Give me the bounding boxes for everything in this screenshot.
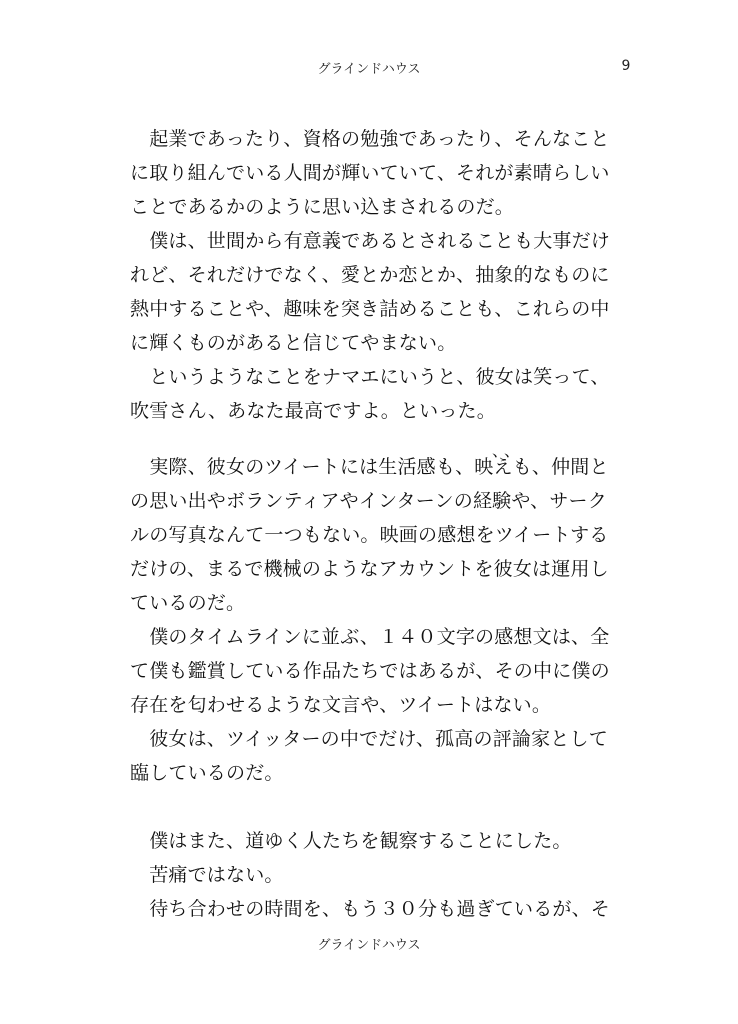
text-line: 僕のタイムラインに並ぶ、１４０文字の感想文は、全 xyxy=(130,626,610,648)
text-line: 彼女は、ツイッターの中でだけ、孤高の評論家として xyxy=(130,728,608,750)
text-line: 待ち合わせの時間を、もう３０分も過ぎているが、そ xyxy=(130,898,611,920)
text-line: 僕は、世間から有意義であるとされることも大事だけ xyxy=(130,230,611,252)
text-line: 存在を匂わせるような文言や、ツイートはない。 xyxy=(130,694,552,716)
running-header-title: グラインドハウス xyxy=(317,62,421,77)
text-line: に取り組んでいる人間が輝いていて、それが素晴らしい xyxy=(130,162,610,184)
text-line: ルの写真なんて一つもない。映画の感想をツイートする xyxy=(130,524,609,546)
text-line: だけの、まるで機械のようなアカウントを彼女は運用し xyxy=(130,558,609,580)
text-line: ているのだ。 xyxy=(130,592,246,614)
text-line: の思い出やボランティアやインターンの経験や、サーク xyxy=(130,490,607,512)
text-line: て僕も鑑賞している作品たちではあるが、その中に僕の xyxy=(130,660,610,682)
text-line: 臨しているのだ。 xyxy=(130,762,284,784)
text-line: 吹雪さん、あなた最高ですよ。といった。 xyxy=(130,400,496,422)
emphasis-marks: 、、 xyxy=(492,441,525,460)
text-line: 苦痛ではない。 xyxy=(130,864,284,886)
text-line: れど、それだけでなく、愛とか恋とか、抽象的なものに xyxy=(130,264,610,286)
body-text xyxy=(130,122,630,926)
text-line: に輝くものがあると信じてやまない。 xyxy=(130,332,457,354)
text-line: 僕はまた、道ゆく人たちを観察することにした。 xyxy=(130,830,572,852)
text-line: というようなことをナマエにいうと、彼女は笑って、 xyxy=(130,366,610,388)
text-line: ことであるかのように思い込まされるのだ。 xyxy=(130,196,515,218)
text-line: 起業であったり、資格の勉強であったり、そんなこと xyxy=(130,128,610,150)
page-number: 9 xyxy=(621,58,631,74)
blank-line xyxy=(130,790,630,824)
text-line: 実際、彼女のツイートには生活感も、映えも、仲間と xyxy=(130,456,609,478)
text-line: 熱中することや、趣味を突き詰めることも、これらの中 xyxy=(130,298,610,320)
running-footer-title: グラインドハウス xyxy=(317,938,421,953)
